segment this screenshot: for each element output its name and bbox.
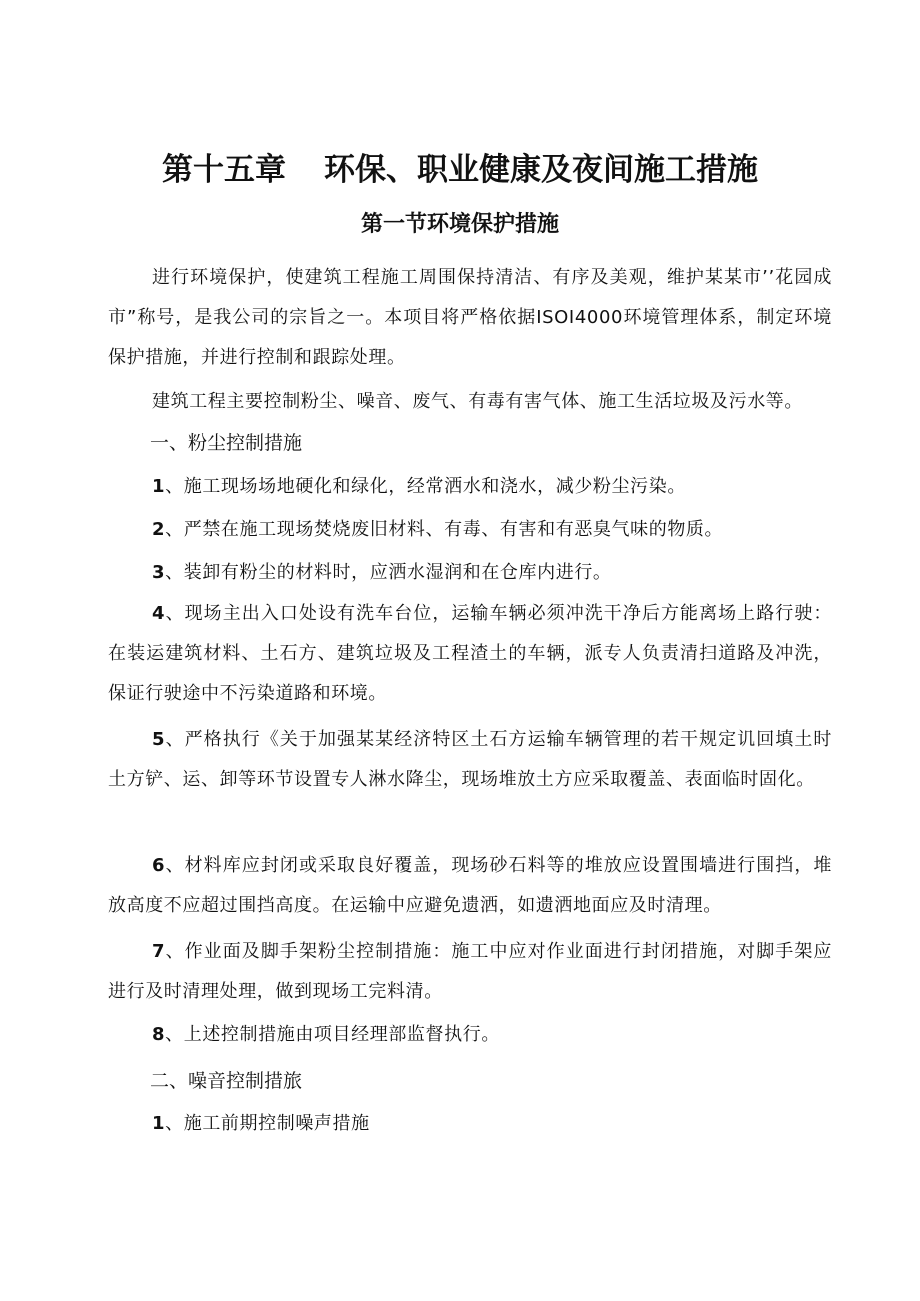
item-text: 、材料库应封闭或采取良好覆盖，现场砂石料等的堆放应设置围墙进行围挡，堆放高度不应超过围挡高度。在运输中应避免遗洒，如遗洒地面应及时清理。 (108, 855, 832, 916)
item-number: 6 (152, 855, 166, 876)
item-text: 、严格执行《关于加强某某经济特区土石方运输车辆管理的若干规定讥回填土时土方铲、运、卸等环节设置专人淋水降尘，现场堆放土方应采取覆盖、表面临时固化。 (108, 729, 832, 790)
dust-item-3 (108, 553, 832, 593)
item-number: 2 (152, 519, 166, 540)
dust-item-6 (108, 846, 832, 926)
item-number: 1 (152, 1113, 166, 1134)
item-number: 5 (152, 729, 166, 750)
dust-item-1 (108, 467, 832, 507)
chapter-number: 第十五章 (162, 152, 286, 188)
item-text: 、施工前期控制噪声措施 (165, 1113, 370, 1134)
item-text: 、严禁在施工现场焚烧废旧材料、有毒、有害和有恶臭气味的物质。 (165, 519, 724, 540)
dust-item-7 (108, 932, 832, 1012)
item-number: 7 (152, 941, 166, 962)
item-number: 1 (152, 476, 166, 497)
item-text: 、现场主出入口处设有洗车台位，运输车辆必须冲洗干净后方能离场上路行驶：在装运建筑材料、土石方、建筑垃圾及工程渣土的车辆，派专人负责清扫道路及冲洗，保证行驶途中不污染道路和环境。 (108, 603, 832, 704)
dust-item-8 (108, 1015, 832, 1055)
item-text: 、上述控制措施由项目经理部监督执行。 (165, 1024, 500, 1045)
item-number: 4 (152, 603, 166, 624)
noise-control-heading: 二、噪音控制措旅 (150, 1070, 303, 1092)
intro-paragraph-2: 建筑工程主要控制粉尘、噪音、废气、有毒有害气体、施工生活垃圾及污水等。 (152, 391, 803, 412)
item-text: 、装卸有粉尘的材料时，应洒水湿润和在仓库内进行。 (165, 562, 612, 583)
item-number: 3 (152, 562, 166, 583)
dust-item-2 (108, 510, 832, 550)
item-number: 8 (152, 1024, 166, 1045)
chapter-title-text: 环保、职业健康及夜间施工措施 (324, 152, 758, 188)
item-text: 、作业面及脚手架粉尘控制措施：施工中应对作业面进行封闭措施，对脚手架应进行及时清理处理，做到现场工完料清。 (108, 941, 832, 1002)
dust-item-5 (108, 720, 832, 800)
item-text: 、施工现场场地硬化和绿化，经常洒水和浇水，减少粉尘污染。 (165, 476, 686, 497)
intro-paragraph-1: 进行环境保护，使建筑工程施工周围保持清洁、有序及美观，维护某某市’’花园成市”称号，是我公司的宗旨之一。本项目将严格依据ISOI4000环境管理体系，制定环境保护措施，并进行控制和跟踪处理。 (108, 267, 832, 368)
noise-item-1 (108, 1104, 832, 1144)
dust-control-heading: 一、粉尘控制措施 (150, 432, 303, 454)
dust-item-4 (108, 594, 832, 714)
section-title: 第一节环境保护措施 (360, 212, 559, 237)
chapter-title (0, 148, 920, 192)
